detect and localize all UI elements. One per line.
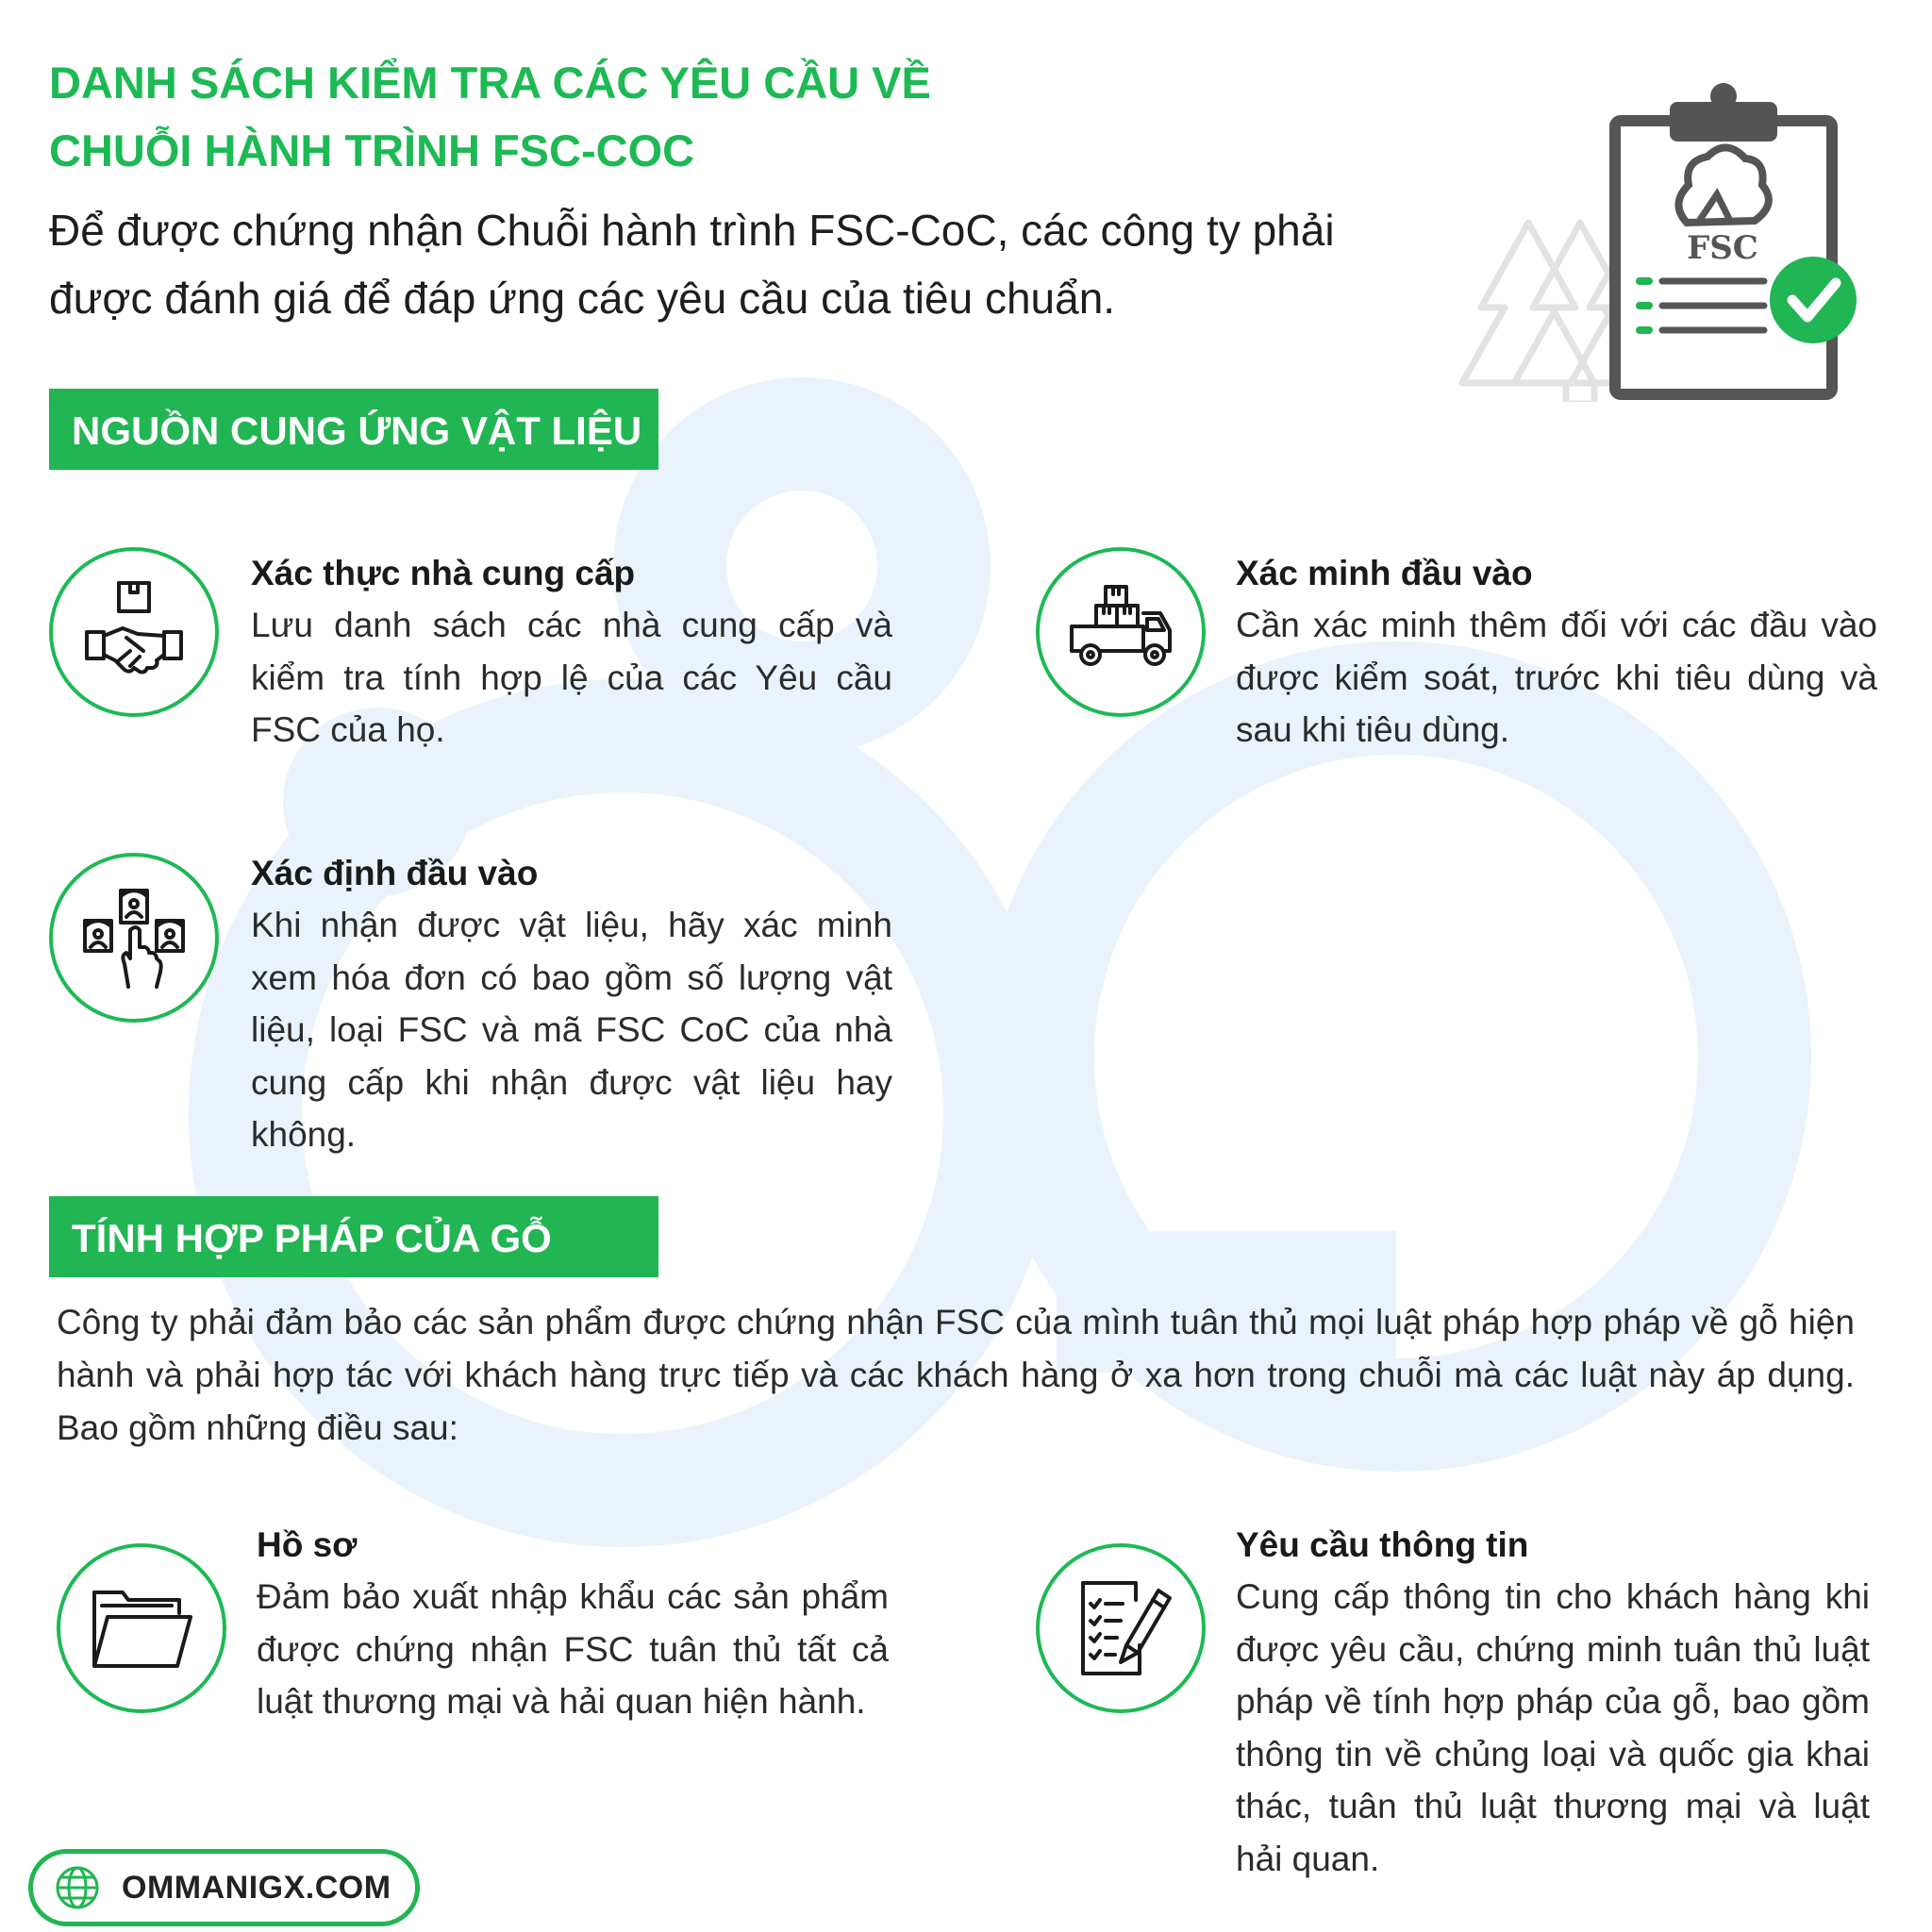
page-title-line-1: DANH SÁCH KIỂM TRA CÁC YÊU CẦU VỀ [49, 58, 931, 108]
item-information-request [1236, 1519, 1870, 1885]
section-banner-timber-legality: TÍNH HỢP PHÁP CỦA GỖ [49, 1196, 658, 1277]
page-title [49, 49, 1087, 185]
section-banner-material-sourcing: NGUỒN CUNG ỨNG VẬT LIỆU [49, 389, 658, 470]
select-supplier-icon-ring [49, 853, 219, 1023]
intro-text: Để được chứng nhận Chuỗi hành trình FSC-CoC, các công ty phải được đánh giá để đáp ứng các yêu cầu của tiêu chuẩn. [49, 206, 1335, 323]
item-text: Đảm bảo xuất nhập khẩu các sản phẩm được chứng nhận FSC tuân thủ tất cả luật thương mại và hải quan hiện hành. [257, 1577, 889, 1721]
page-title-line-2: CHUỖI HÀNH TRÌNH FSC-COC [49, 125, 695, 175]
item-input-identification [251, 847, 892, 1161]
item-text: Lưu danh sách các nhà cung cấp và kiểm tra tính hợp lệ của các Yêu cầu FSC của họ. [251, 606, 892, 749]
item-title: Xác minh đầu vào [1236, 554, 1533, 592]
globe-icon [54, 1864, 101, 1911]
folder-icon-ring [57, 1543, 226, 1713]
clipboard-check-icon [1415, 81, 1877, 402]
website-url[interactable]: OMMANIGX.COM [122, 1869, 391, 1906]
item-text: Khi nhận được vật liệu, hãy xác minh xem hóa đơn có bao gồm số lượng vật liệu, loại FSC và mã FSC CoC của nhà cung cấp khi nhận được vật liệu hay không. [251, 906, 892, 1154]
item-text: Cung cấp thông tin cho khách hàng khi được yêu cầu, chứng minh tuân thủ luật pháp về tính hợp pháp của gỗ, bao gồm thông tin về chủng loại và quốc gia khai thác, tuân thủ luật thương mại và luật hải quan. [1236, 1577, 1870, 1878]
handshake-box-icon-ring [49, 547, 219, 717]
item-supplier-verification [251, 547, 892, 757]
document-pen-icon-ring [1036, 1543, 1206, 1713]
item-title: Hồ sơ [257, 1525, 358, 1564]
document-pen-icon [1064, 1572, 1177, 1685]
item-text: Cần xác minh thêm đối với các đầu vào được kiểm soát, trước khi tiêu dùng và sau khi tiêu dùng. [1236, 606, 1877, 749]
item-records [257, 1519, 889, 1728]
item-input-verification [1236, 547, 1877, 757]
item-title: Xác thực nhà cung cấp [251, 554, 636, 592]
folder-icon [85, 1572, 198, 1685]
website-link[interactable] [28, 1849, 420, 1926]
delivery-truck-icon-ring [1036, 547, 1206, 717]
select-supplier-icon [77, 881, 191, 994]
fsc-logo-text: FSC [1687, 229, 1758, 267]
item-title: Yêu cầu thông tin [1236, 1525, 1529, 1564]
timber-legality-paragraph: Công ty phải đảm bảo các sản phẩm được chứng nhận FSC của mình tuân thủ mọi luật pháp hợp pháp về gỗ hiện hành và phải hợp tác với khách hàng trực tiếp và các khách hàng ở xa hơn trong chuỗi mà các luật này áp dụng. Bao gồm những điều sau: [57, 1303, 1855, 1447]
item-title: Xác định đầu vào [251, 854, 539, 892]
handshake-box-icon [77, 575, 191, 689]
delivery-truck-icon [1064, 575, 1177, 689]
